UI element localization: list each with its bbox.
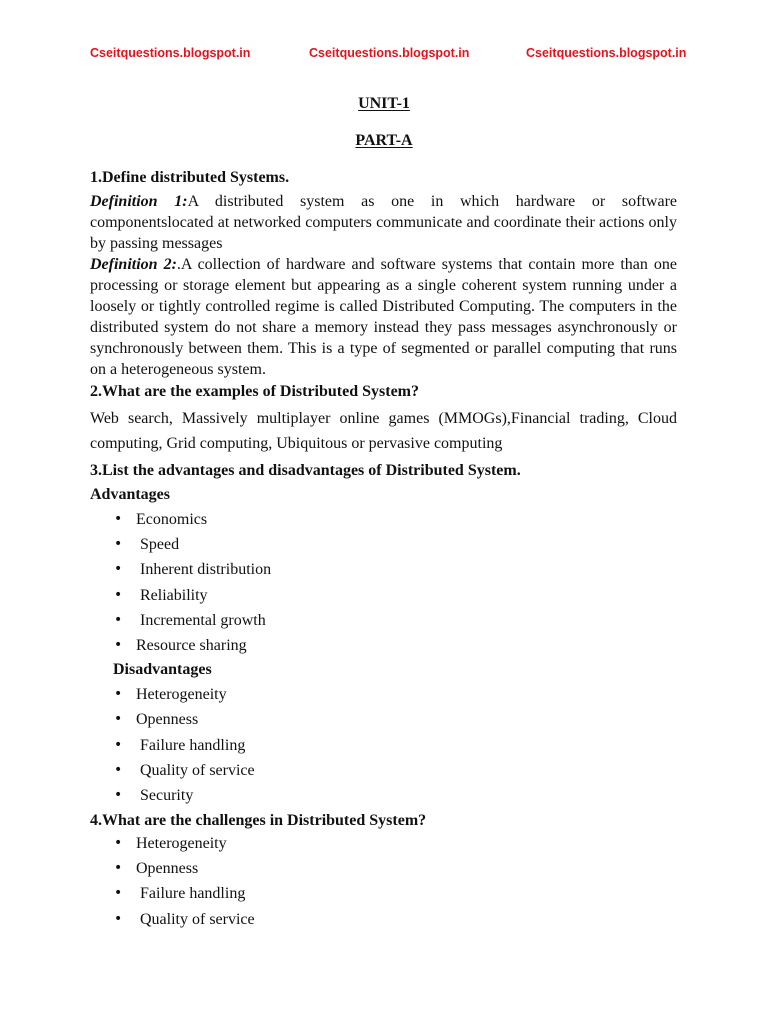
list-item-text: Openness — [136, 860, 199, 878]
bullet-icon: • — [114, 586, 123, 603]
list-item-text: Quality of service — [140, 761, 255, 779]
bullet-icon: • — [114, 736, 123, 753]
definition-1-text: A distributed system as one in which hardware or software componentslocated at networked computers communicate and coordinate their actions only by passing messages — [90, 193, 677, 252]
examples-answer: Web search, Massively multiplayer online games (MMOGs),Financial trading, Cloud computing, Grid computing, Ubiquitous or pervasive computing — [90, 410, 677, 452]
header-link-left: Cseitquestions.blogspot.in — [90, 46, 251, 60]
advantages-heading: Advantages — [90, 486, 171, 503]
list-item-text: Speed — [140, 536, 180, 554]
header-link-center: Cseitquestions.blogspot.in — [309, 46, 470, 60]
question-3: 3.List the advantages and disadvantages of Distributed System. — [90, 462, 521, 479]
list-item — [90, 507, 677, 532]
list-item — [90, 633, 677, 658]
part-title: PART-A — [355, 132, 413, 149]
bullet-icon: • — [114, 786, 123, 803]
bullet-icon: • — [114, 561, 123, 578]
unit-title: UNIT-1 — [358, 95, 410, 112]
list-item-text: Incremental growth — [140, 611, 266, 629]
bullet-icon: • — [114, 536, 123, 553]
question-1: 1.Define distributed Systems. — [90, 169, 290, 186]
disadvantages-list — [90, 682, 677, 808]
list-item — [90, 583, 677, 608]
list-item-text: Heterogeneity — [136, 835, 227, 853]
header-bar — [0, 46, 768, 64]
bullet-icon: • — [114, 761, 123, 778]
list-item — [90, 758, 677, 783]
question-4: 4.What are the challenges in Distributed System? — [90, 812, 427, 830]
list-item-text: Security — [140, 786, 194, 804]
bullet-icon: • — [114, 686, 123, 703]
list-item — [90, 532, 677, 557]
question-2: 2.What are the examples of Distributed System? — [90, 383, 420, 400]
definition-2 — [90, 254, 677, 380]
list-item — [90, 707, 677, 732]
definition-2-label: Definition 2: — [90, 256, 177, 273]
challenges-list — [90, 831, 677, 932]
list-item-text: Inherent distribution — [140, 561, 272, 579]
list-item-text: Openness — [136, 711, 199, 729]
list-item-text: Quality of service — [140, 910, 255, 928]
bullet-icon: • — [114, 711, 123, 728]
list-item — [90, 856, 677, 881]
bullet-icon: • — [114, 611, 123, 628]
header-link-right: Cseitquestions.blogspot.in — [526, 46, 687, 60]
definition-1 — [90, 191, 677, 254]
advantages-list — [90, 507, 677, 658]
bullet-icon: • — [114, 636, 123, 653]
list-item — [90, 831, 677, 856]
list-item-text: Economics — [136, 511, 208, 528]
list-item-text: Heterogeneity — [136, 686, 227, 704]
list-item-text: Failure handling — [140, 736, 246, 754]
list-item — [90, 881, 677, 906]
document-body — [90, 168, 677, 932]
list-item-text: Failure handling — [140, 885, 246, 903]
list-item-text: Reliability — [140, 586, 208, 604]
list-item — [90, 733, 677, 758]
list-item-text: Resource sharing — [136, 636, 247, 654]
bullet-icon: • — [114, 835, 123, 852]
definition-2-text: .A collection of hardware and software systems that contain more than one processing or storage element but appearing as a single coherent system running under a loosely or tightly controlled regime is called Distributed Computing. The computers in the distributed system do not share a memory instead they pass messages asynchronously or synchronously between them. This is a type of segmented or parallel computing that runs on a heterogeneous system. — [90, 256, 678, 378]
bullet-icon: • — [114, 511, 123, 527]
list-item — [90, 608, 677, 633]
bullet-icon: • — [114, 885, 123, 902]
definition-1-label: Definition 1: — [90, 193, 188, 210]
list-item — [90, 783, 677, 808]
bullet-icon: • — [114, 860, 123, 877]
list-item — [90, 682, 677, 707]
disadvantages-heading: Disadvantages — [113, 661, 212, 679]
list-item — [90, 557, 677, 582]
list-item — [90, 907, 677, 932]
bullet-icon: • — [114, 910, 123, 927]
